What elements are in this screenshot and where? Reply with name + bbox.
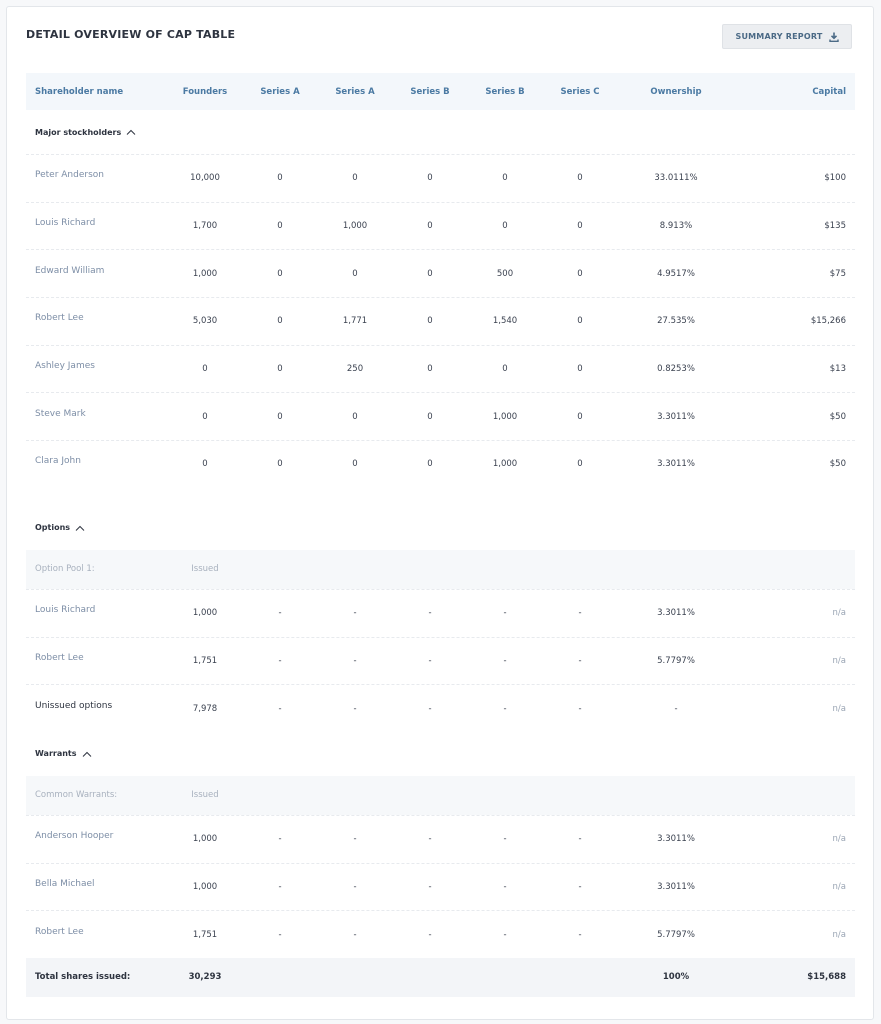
founders-cell: 1,700 (192, 221, 218, 232)
capital-cell: $15,266 (810, 316, 846, 327)
pool-issued-label: Issued (191, 564, 219, 575)
total-ownership: 100% (662, 972, 690, 983)
series-a-cell: - (353, 608, 357, 619)
section-toggle-major[interactable] (26, 110, 855, 154)
founders-cell: 1,751 (192, 929, 218, 940)
series-a-cell: - (353, 655, 357, 666)
series-c-cell: - (578, 929, 582, 940)
capital-cell: n/a (832, 608, 846, 619)
total-label: Total shares issued: (35, 972, 131, 983)
series-b-cell: - (428, 655, 432, 666)
table-row (26, 345, 855, 393)
series-b-cell: 1,540 (492, 316, 518, 327)
shareholder-name[interactable]: Louis Richard (35, 605, 96, 616)
chevron-up-icon (75, 525, 85, 531)
table-row (26, 910, 855, 958)
ownership-cell: 33.0111% (654, 173, 698, 184)
ownership-cell: 8.913% (659, 221, 693, 232)
section-label: Major stockholders (35, 127, 122, 137)
series-a-cell: 0 (277, 459, 283, 470)
series-c-cell: - (578, 655, 582, 666)
series-a-cell: - (278, 655, 282, 666)
series-a-cell: 0 (352, 268, 358, 279)
shareholder-name[interactable]: Edward William (35, 265, 105, 276)
table-row (26, 815, 855, 863)
major-rows (26, 154, 855, 488)
series-c-cell: 0 (577, 364, 583, 375)
summary-report-button[interactable] (722, 24, 852, 49)
series-a-cell: - (353, 929, 357, 940)
total-row (26, 958, 855, 997)
series-b-cell: 0 (427, 173, 433, 184)
series-c-cell: - (578, 703, 582, 714)
warrants-rows (26, 815, 855, 958)
column-header[interactable]: Series B (410, 86, 450, 97)
table-row (26, 249, 855, 297)
founders-cell: 10,000 (190, 173, 220, 184)
section-toggle-options[interactable] (26, 506, 855, 550)
shareholder-name[interactable]: Robert Lee (35, 926, 84, 937)
founders-cell: 1,000 (192, 608, 218, 619)
series-a-cell: - (353, 834, 357, 845)
ownership-cell: 5.7797% (657, 929, 695, 940)
shareholder-name[interactable]: Robert Lee (35, 652, 84, 663)
series-a-cell: - (278, 703, 282, 714)
founders-cell: 0 (202, 459, 208, 470)
founders-cell: 1,751 (192, 655, 218, 666)
series-b-cell: - (503, 881, 507, 892)
total-founders: 30,293 (188, 972, 222, 983)
capital-cell: $13 (829, 364, 846, 375)
table-row (26, 637, 855, 685)
series-b-cell: - (428, 881, 432, 892)
ownership-cell: 3.3011% (657, 459, 695, 470)
shareholder-name[interactable]: Steve Mark (35, 408, 86, 419)
founders-cell: 1,000 (192, 834, 218, 845)
ownership-cell: 3.3011% (657, 881, 695, 892)
table-row (26, 297, 855, 345)
series-b-cell: 0 (427, 316, 433, 327)
pool-label: Common Warrants: (35, 790, 118, 801)
series-a-cell: - (353, 703, 357, 714)
series-c-cell: 0 (577, 411, 583, 422)
capital-cell: n/a (832, 929, 846, 940)
series-a-cell: - (278, 834, 282, 845)
series-a-cell: 0 (277, 221, 283, 232)
series-b-cell: 0 (502, 221, 508, 232)
series-b-cell: 1,000 (492, 411, 518, 422)
series-c-cell: - (578, 834, 582, 845)
series-c-cell: 0 (577, 173, 583, 184)
series-b-cell: - (503, 608, 507, 619)
founders-cell: 0 (202, 364, 208, 375)
section-toggle-warrants[interactable] (26, 732, 855, 776)
shareholder-name[interactable]: Peter Anderson (35, 170, 104, 181)
capital-cell: $100 (824, 173, 846, 184)
series-a-cell: - (278, 881, 282, 892)
series-b-cell: 0 (427, 221, 433, 232)
series-b-cell: - (428, 929, 432, 940)
series-b-cell: - (428, 608, 432, 619)
download-icon (829, 32, 839, 42)
capital-cell: n/a (832, 834, 846, 845)
ownership-cell: 3.3011% (657, 608, 695, 619)
series-a-cell: 250 (346, 364, 364, 375)
table-row (26, 154, 855, 202)
capital-cell: $50 (829, 411, 846, 422)
shareholder-name[interactable]: Louis Richard (35, 218, 96, 229)
series-a-cell: 1,771 (342, 316, 368, 327)
table-row (26, 863, 855, 911)
capital-cell: $75 (829, 268, 846, 279)
series-b-cell: 0 (427, 459, 433, 470)
capital-cell: n/a (832, 703, 846, 714)
series-c-cell: 0 (577, 268, 583, 279)
series-b-cell: - (503, 929, 507, 940)
table-row (26, 589, 855, 637)
series-b-cell: 0 (427, 411, 433, 422)
ownership-cell: 27.535% (657, 316, 695, 327)
shareholder-name[interactable]: Anderson Hooper (35, 831, 114, 842)
option-pool-row (26, 550, 855, 589)
series-a-cell: 0 (352, 411, 358, 422)
shareholder-name[interactable]: Ashley James (35, 361, 95, 372)
section-label: Options (35, 523, 71, 533)
series-b-cell: - (503, 655, 507, 666)
series-b-cell: - (503, 703, 507, 714)
series-b-cell: - (428, 703, 432, 714)
series-a-cell: - (278, 608, 282, 619)
column-header[interactable]: Ownership (650, 86, 702, 97)
founders-cell: 5,030 (192, 316, 218, 327)
total-capital: $15,688 (807, 972, 846, 983)
table-header (26, 73, 855, 110)
cap-table (26, 73, 855, 997)
series-b-cell: - (503, 834, 507, 845)
series-c-cell: 0 (577, 316, 583, 327)
column-header[interactable]: Series A (335, 86, 375, 97)
column-header[interactable]: Series C (560, 86, 600, 97)
founders-cell: 1,000 (192, 881, 218, 892)
section-label: Warrants (35, 749, 77, 759)
series-b-cell: 0 (427, 364, 433, 375)
spacer (26, 488, 855, 506)
series-c-cell: - (578, 881, 582, 892)
warrant-pool-row (26, 776, 855, 815)
series-a-cell: - (278, 929, 282, 940)
series-b-cell: 1,000 (492, 459, 518, 470)
series-a-cell: 1,000 (342, 221, 368, 232)
series-b-cell: 0 (427, 268, 433, 279)
capital-cell: n/a (832, 655, 846, 666)
shareholder-name[interactable]: Bella Michael (35, 878, 95, 889)
ownership-cell: 3.3011% (657, 834, 695, 845)
pool-label: Option Pool 1: (35, 564, 95, 575)
series-b-cell: 0 (502, 173, 508, 184)
ownership-cell: 3.3011% (657, 411, 695, 422)
column-header[interactable]: Shareholder name (35, 86, 124, 97)
shareholder-name[interactable]: Unissued options (35, 700, 113, 711)
shareholder-name[interactable]: Robert Lee (35, 313, 84, 324)
table-row (26, 684, 855, 732)
ownership-cell: 5.7797% (657, 655, 695, 666)
shareholder-name[interactable]: Clara John (35, 456, 81, 467)
summary-report-label: SUMMARY REPORT (735, 32, 823, 41)
table-row (26, 440, 855, 488)
table-row (26, 392, 855, 440)
capital-cell: $135 (824, 221, 846, 232)
column-header[interactable]: Founders (182, 86, 228, 97)
series-c-cell: 0 (577, 221, 583, 232)
series-c-cell: 0 (577, 459, 583, 470)
options-rows (26, 589, 855, 732)
series-b-cell: 0 (502, 364, 508, 375)
series-a-cell: 0 (352, 459, 358, 470)
cap-table-card (6, 6, 874, 1020)
series-a-cell: 0 (277, 173, 283, 184)
series-b-cell: - (428, 834, 432, 845)
table-row (26, 202, 855, 250)
column-header[interactable]: Series A (260, 86, 300, 97)
founders-cell: 0 (202, 411, 208, 422)
series-a-cell: 0 (277, 364, 283, 375)
pool-issued-label: Issued (191, 790, 219, 801)
series-c-cell: - (578, 608, 582, 619)
series-a-cell: 0 (352, 173, 358, 184)
series-a-cell: 0 (277, 268, 283, 279)
ownership-cell: 0.8253% (657, 364, 695, 375)
capital-cell: $50 (829, 459, 846, 470)
series-a-cell: 0 (277, 411, 283, 422)
column-header[interactable]: Series B (485, 86, 525, 97)
capital-cell: n/a (832, 881, 846, 892)
ownership-cell: - (674, 703, 678, 714)
founders-cell: 1,000 (192, 268, 218, 279)
founders-cell: 7,978 (192, 703, 218, 714)
chevron-up-icon (82, 751, 92, 757)
series-b-cell: 500 (496, 268, 514, 279)
ownership-cell: 4.9517% (657, 268, 695, 279)
series-a-cell: 0 (277, 316, 283, 327)
chevron-up-icon (126, 129, 136, 135)
column-header[interactable]: Capital (812, 86, 846, 97)
series-a-cell: - (353, 881, 357, 892)
page-title: DETAIL OVERVIEW OF CAP TABLE (26, 28, 236, 41)
